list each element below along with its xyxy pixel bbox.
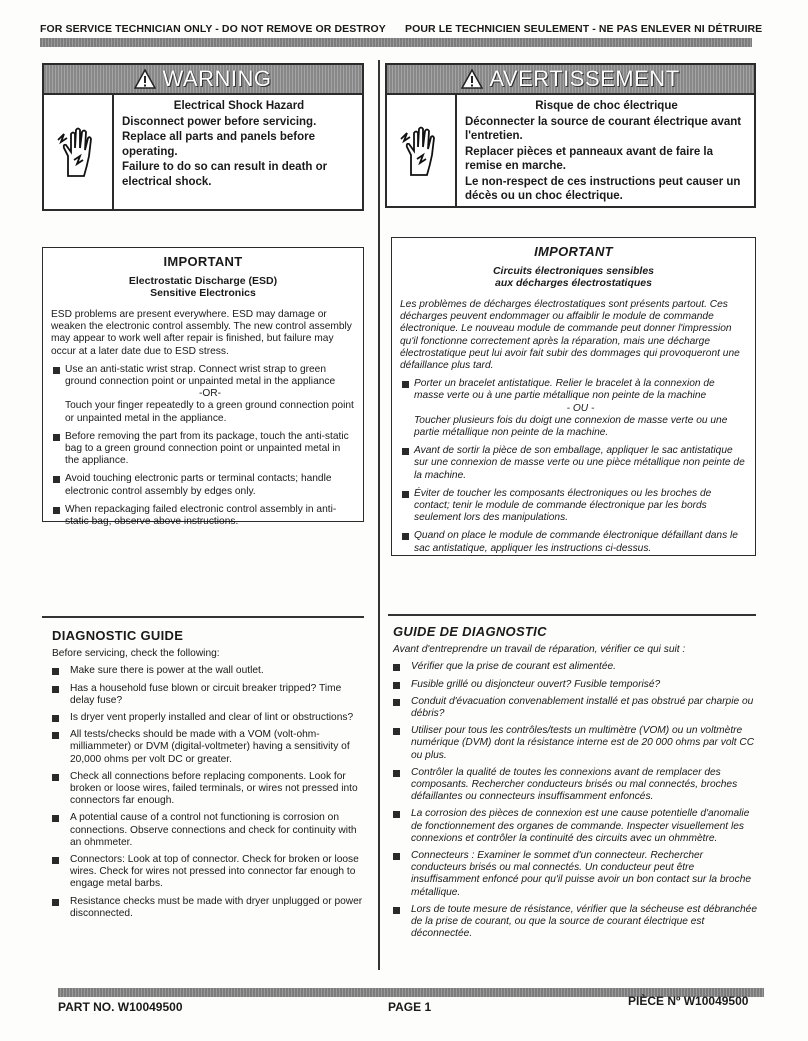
diagnostic-list	[52, 665, 364, 920]
item-text: Use an anti-static wrist strap. Connect wrist strap to green ground connection point or unpainted metal in the appliance	[65, 363, 336, 388]
list-item	[393, 696, 759, 720]
warning-box-en	[42, 63, 364, 211]
warning-line-3: Failure to do so can result in death or electrical shock.	[122, 161, 328, 188]
item-text: When repackaging failed electronic control assembly in anti-static bag, observe above instructions.	[65, 503, 337, 528]
item-text: Fusible grillé ou disjoncteur ouvert? Fusible temporisé?	[411, 678, 661, 690]
page-number: PAGE 1	[388, 1000, 432, 1014]
warning-banner-text: AVERTISSEMENT	[489, 66, 680, 91]
item-text: Is dryer vent properly installed and clear of lint or obstructions?	[70, 712, 354, 724]
list-item	[51, 364, 355, 425]
list-item	[52, 854, 364, 891]
bullet-square-icon	[52, 686, 59, 693]
bullet-square-icon	[402, 381, 409, 388]
bullet-square-icon	[53, 367, 60, 374]
list-item	[52, 771, 364, 808]
warning-banner-en	[44, 65, 362, 95]
list-item	[393, 679, 759, 691]
bullet-square-icon	[52, 815, 59, 822]
diagnostic-title: GUIDE DE DIAGNOSTIC	[393, 624, 547, 639]
bullet-square-icon	[402, 491, 409, 498]
bullet-square-icon	[393, 728, 400, 735]
item-text: Toucher plusieurs fois du doigt une connexion de masse verte ou une partie métallique non peinte de la machine.	[414, 414, 728, 439]
important-subtitle	[400, 265, 747, 289]
list-item	[400, 445, 747, 482]
bullet-square-icon	[52, 857, 59, 864]
list-item	[52, 812, 364, 849]
important-subtitle	[51, 275, 355, 299]
warning-banner-text: WARNING	[162, 66, 272, 91]
list-item	[52, 712, 364, 724]
list-item	[52, 729, 364, 766]
important-list	[51, 364, 355, 528]
subtitle-line-1: Circuits électroniques sensibles	[492, 265, 655, 277]
list-item	[51, 473, 355, 497]
item-text: Lors de toute mesure de résistance, vérifier que la sécheuse est débranchée de la prise de courant, ou que la source de courant électrique est déconnectée.	[411, 903, 758, 940]
list-item	[393, 767, 759, 804]
bullet-square-icon	[393, 853, 400, 860]
bullet-square-icon	[402, 533, 409, 540]
list-item	[52, 665, 364, 677]
item-text: La corrosion des pièces de connexion est une cause potentielle d'anomalie de fonctionnement des organes de commande. Inspecter visuellement les connexions et contrôler la continuité des circuits avec un ohmmètre.	[411, 808, 750, 844]
subtitle-line-2: Sensitive Electronics	[150, 287, 256, 299]
shock-hazard-hand-icon	[387, 95, 457, 206]
item-text: All tests/checks should be made with a VOM (volt-ohm-milliammeter) or DVM (digital-voltmeter) having a sensitivity of 20,000 ohms per volt DC or greater.	[70, 729, 350, 765]
or-separator: -OR-	[198, 388, 222, 400]
bullet-square-icon	[53, 434, 60, 441]
bullet-square-icon	[52, 668, 59, 675]
list-item	[393, 904, 759, 941]
important-list	[400, 378, 747, 555]
part-number: PART NO. W10049500	[58, 1000, 183, 1014]
bullet-square-icon	[402, 448, 409, 455]
warning-box-fr	[385, 63, 756, 208]
column-divider	[378, 60, 380, 970]
list-item	[393, 850, 759, 899]
diagnostic-title: DIAGNOSTIC GUIDE	[52, 628, 184, 643]
or-separator: - OU -	[566, 402, 595, 414]
list-item	[400, 378, 747, 439]
bullet-square-icon	[52, 774, 59, 781]
bullet-square-icon	[53, 507, 60, 514]
item-text: Avant de sortir la pièce de son emballage, appliquer le sac antistatique sur une connexion de masse verte ou une pièce métallique non peinte de la machine.	[414, 445, 745, 481]
bullet-square-icon	[52, 715, 59, 722]
section-rule-fr	[388, 614, 756, 616]
warning-line-2: Replace all parts and panels before operating.	[122, 131, 316, 158]
important-intro: Les problèmes de décharges électrostatiques sont présents partout. Ces décharges peuvent endommager ou affaiblir le module de commande électronique. Le nouveau module de commande peut donner l'impression qu'il fonctionne correctement après la réparation, mais une décharge électrostatique peut lui avoir fait subir des dommages qui provoqueront une défaillance plus tard.	[400, 299, 740, 372]
important-title: IMPORTANT	[163, 254, 243, 269]
item-text: Porter un bracelet antistatique. Relier le bracelet à la connexion de masse verte ou à une partie métallique non peinte de la machine	[414, 378, 715, 402]
warning-line-1: Disconnect power before servicing.	[122, 115, 317, 128]
warning-triangle-icon	[134, 69, 156, 89]
important-box-fr	[391, 237, 756, 556]
important-intro: ESD problems are present everywhere. ESD may damage or weaken the electronic control assembly. The new control assembly may appear to work well after repair is finished, but failure may occur at a later date due to ESD stress.	[51, 309, 352, 357]
shock-hazard-hand-icon	[44, 95, 114, 209]
bullet-square-icon	[52, 899, 59, 906]
bullet-square-icon	[393, 811, 400, 818]
header-left: FOR SERVICE TECHNICIAN ONLY - DO NOT REMOVE OR DESTROY	[40, 23, 386, 35]
item-text: Quand on place le module de commande électronique défaillant dans le sac antistatique, appliquer les instructions ci-dessus.	[414, 530, 738, 554]
list-item	[51, 431, 355, 468]
diagnostic-list	[393, 661, 759, 940]
important-box-en	[42, 247, 364, 528]
bullet-square-icon	[393, 682, 400, 689]
warning-triangle-icon	[461, 69, 483, 89]
hazard-title-en: Electrical Shock Hazard	[173, 100, 305, 112]
diagnostic-guide-fr	[393, 624, 759, 945]
diagnostic-intro: Avant d'entreprendre un travail de réparation, vérifier ce qui suit :	[393, 644, 686, 655]
bullet-square-icon	[53, 476, 60, 483]
item-text: Resistance checks must be made with dryer unplugged or power disconnected.	[70, 895, 363, 919]
bullet-square-icon	[393, 770, 400, 777]
item-text: Vérifier que la prise de courant est alimentée.	[411, 661, 616, 673]
subtitle-line-2: aux décharges électrostatiques	[495, 277, 652, 289]
warning-line-1: Déconnecter la source de courant électrique avant l'entretien.	[465, 115, 742, 142]
diagnostic-intro: Before servicing, check the following:	[52, 648, 220, 659]
bullet-square-icon	[393, 699, 400, 706]
item-text: Before removing the part from its package, touch the anti-static bag to a green ground connection point or unpainted metal in the appliance.	[65, 430, 349, 467]
important-title: IMPORTANT	[534, 244, 613, 259]
item-text: Connectors: Look at top of connector. Check for broken or loose wires. Check for wires not pressed into connector far enough to engage metal barbs.	[70, 854, 359, 890]
bullet-square-icon	[52, 732, 59, 739]
item-text: A potential cause of a control not functioning is corrosion on connections. Observe connections and check for continuity with an ohmmeter.	[70, 812, 357, 848]
item-text: Make sure there is power at the wall outlet.	[70, 665, 264, 677]
diagnostic-guide-en	[52, 628, 364, 925]
section-rule-en	[42, 616, 364, 618]
hazard-title-fr: Risque de choc électrique	[535, 100, 678, 112]
item-text: Contrôler la qualité de toutes les connexions avant de remplacer des composants. Rechercher conducteurs brisés ou mal connectés, broches défaillantes ou connecteurs insuffisamment enfoncés.	[411, 766, 738, 803]
list-item	[51, 504, 355, 528]
item-text: Check all connections before replacing components. Look for broken or loose wires, failed terminals, or wires not pressed into connectors far enough.	[70, 770, 358, 807]
item-text: Utiliser pour tous les contrôles/tests un multimètre (VOM) ou un voltmètre numérique (DVM) dont la résistance interne est de 20 000 ohms par volt CC ou plus.	[411, 725, 755, 761]
list-item	[393, 725, 759, 762]
list-item	[400, 488, 747, 525]
warning-line-2: Replacer pièces et panneaux avant de faire la remise en marche.	[465, 145, 714, 172]
warning-line-3: Le non-respect de ces instructions peut causer un décès ou un choc électrique.	[465, 175, 741, 202]
list-item	[52, 683, 364, 707]
subtitle-line-1: Electrostatic Discharge (ESD)	[128, 275, 278, 287]
list-item	[393, 808, 759, 845]
top-divider-bar	[40, 38, 752, 47]
list-item	[400, 530, 747, 554]
item-text: Éviter de toucher les composants électroniques ou les broches de contact; tenir le module de commande électronique par les bords seulement lors des manipulations.	[414, 487, 712, 524]
list-item	[52, 896, 364, 920]
item-text: Conduit d'évacuation convenablement installé et pas obstrué par charpie ou débris?	[411, 695, 754, 720]
item-text: Touch your finger repeatedly to a green ground connection point or unpainted metal in the appliance.	[65, 400, 354, 424]
piece-number: PIÈCE Nº W10049500	[628, 994, 749, 1008]
item-text: Has a household fuse blown or circuit breaker tripped? Time delay fuse?	[70, 682, 342, 706]
item-text: Connecteurs : Examiner le sommet d'un connecteur. Rechercher conducteurs brisés ou mal connectés. Un conducteur peut être insuffisamment enfoncé pour qu'il puisse avoir un bon contact sur la broche métallique.	[411, 850, 752, 898]
header-right: POUR LE TECHNICIEN SEULEMENT - NE PAS ENLEVER NI DÉTRUIRE	[405, 23, 763, 35]
list-item	[393, 661, 759, 673]
warning-banner-fr	[387, 65, 754, 95]
item-text: Avoid touching electronic parts or terminal contacts; handle electronic control assembly by edges only.	[65, 473, 332, 497]
bullet-square-icon	[393, 907, 400, 914]
bullet-square-icon	[393, 664, 400, 671]
